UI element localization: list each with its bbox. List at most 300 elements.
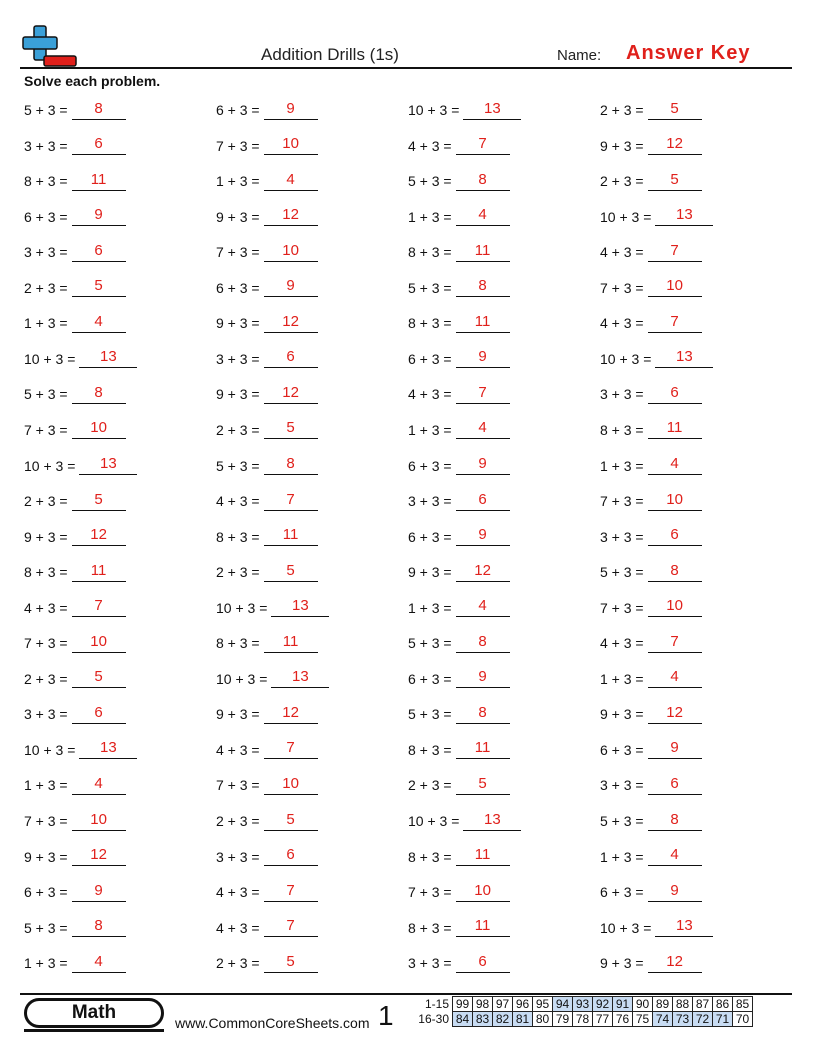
problem-expression: 1 + 3 = — [408, 599, 452, 616]
answer-blank: 9 — [264, 99, 318, 120]
answer-blank: 4 — [648, 454, 702, 475]
problem-expression: 8 + 3 = — [216, 528, 260, 545]
score-cell: 78 — [573, 1012, 593, 1027]
answer-blank: 6 — [648, 525, 702, 546]
problem-expression: 4 + 3 = — [24, 599, 68, 616]
score-cell: 75 — [633, 1012, 653, 1027]
answer-blank: 7 — [72, 596, 126, 617]
answer-blank: 12 — [264, 703, 318, 724]
problem-expression: 7 + 3 = — [216, 137, 260, 154]
problem-item — [216, 199, 318, 235]
problem-item — [600, 590, 702, 626]
problem-item — [216, 448, 318, 484]
problem-item — [600, 839, 702, 875]
problem-item — [600, 376, 702, 412]
problem-item — [600, 803, 702, 839]
score-cell: 87 — [693, 997, 713, 1012]
problem-expression: 8 + 3 = — [408, 919, 452, 936]
answer-blank: 10 — [72, 810, 126, 831]
problem-item — [216, 376, 318, 412]
problem-item — [408, 519, 510, 555]
problem-item — [24, 234, 126, 270]
problem-expression: 3 + 3 = — [408, 493, 452, 510]
problem-item — [600, 448, 702, 484]
problem-row — [0, 341, 816, 377]
problem-item — [408, 767, 510, 803]
answer-blank: 12 — [648, 134, 702, 155]
problem-expression: 7 + 3 = — [24, 813, 68, 829]
problem-item — [600, 92, 702, 128]
problem-expression: 7 + 3 = — [600, 279, 644, 296]
answer-blank: 9 — [456, 525, 510, 546]
answer-blank: 7 — [264, 738, 318, 759]
problem-item — [24, 128, 126, 164]
answer-blank: 4 — [72, 774, 126, 795]
problem-item — [24, 661, 126, 697]
problem-expression: 2 + 3 = — [600, 173, 644, 190]
problem-expression: 7 + 3 = — [600, 493, 644, 510]
problem-expression: 10 + 3 = — [600, 208, 652, 225]
problem-item — [600, 767, 702, 803]
problem-expression: 6 + 3 = — [216, 102, 260, 118]
answer-blank: 6 — [456, 490, 510, 511]
answer-blank: 9 — [456, 347, 510, 368]
problem-expression: 8 + 3 = — [408, 848, 452, 865]
problem-expression: 2 + 3 = — [24, 279, 68, 296]
answer-blank: 5 — [648, 170, 702, 191]
problem-expression: 3 + 3 = — [216, 848, 260, 865]
problem-expression: 6 + 3 = — [408, 528, 452, 545]
answer-blank: 6 — [648, 774, 702, 795]
problem-expression: 4 + 3 = — [408, 386, 452, 403]
answer-blank: 6 — [72, 134, 126, 155]
score-cell: 70 — [733, 1012, 753, 1027]
problem-expression: 2 + 3 = — [216, 955, 260, 972]
score-cell: 71 — [713, 1012, 733, 1027]
answer-blank: 10 — [456, 881, 510, 902]
answer-blank: 8 — [72, 916, 126, 937]
problem-row — [0, 199, 816, 235]
problem-item — [216, 163, 318, 199]
problem-expression: 4 + 3 = — [600, 244, 644, 261]
problem-expression: 6 + 3 = — [600, 741, 644, 758]
answer-blank: 11 — [648, 418, 702, 439]
answer-blank: 11 — [72, 170, 126, 191]
problem-item — [408, 376, 510, 412]
problem-expression: 6 + 3 = — [408, 350, 452, 367]
problem-expression: 5 + 3 = — [24, 919, 68, 936]
score-cell: 79 — [553, 1012, 573, 1027]
answer-blank: 8 — [648, 810, 702, 831]
score-cell: 97 — [493, 997, 513, 1012]
problem-expression: 10 + 3 = — [408, 102, 460, 118]
problem-item — [216, 519, 318, 555]
problem-row — [0, 305, 816, 341]
problem-item — [408, 412, 510, 448]
answer-blank: 6 — [264, 845, 318, 866]
problem-item — [216, 625, 318, 661]
answer-blank: 10 — [264, 774, 318, 795]
answer-blank: 7 — [648, 241, 702, 262]
problem-item — [408, 732, 510, 768]
problem-expression: 2 + 3 = — [408, 777, 452, 794]
problem-item — [24, 874, 126, 910]
score-row — [416, 997, 753, 1012]
problem-item — [408, 661, 510, 697]
score-cell: 99 — [453, 997, 473, 1012]
problem-item — [600, 305, 702, 341]
answer-blank: 12 — [264, 312, 318, 333]
problem-expression: 3 + 3 = — [600, 528, 644, 545]
score-cell: 81 — [513, 1012, 533, 1027]
problem-item — [24, 163, 126, 199]
problem-expression: 6 + 3 = — [408, 670, 452, 687]
answer-blank: 7 — [264, 916, 318, 937]
problem-item — [408, 554, 510, 590]
problem-item — [216, 839, 318, 875]
problem-expression: 2 + 3 = — [600, 102, 644, 118]
answer-blank: 5 — [264, 810, 318, 831]
answer-blank: 13 — [463, 810, 521, 831]
answer-blank: 11 — [264, 632, 318, 653]
answer-blank: 10 — [648, 596, 702, 617]
problem-item — [216, 945, 318, 981]
problem-expression: 6 + 3 = — [24, 208, 68, 225]
problem-expression: 3 + 3 = — [24, 706, 68, 723]
problem-expression: 4 + 3 = — [408, 137, 452, 154]
problem-expression: 6 + 3 = — [216, 279, 260, 296]
answer-blank: 11 — [72, 561, 126, 582]
problem-item — [600, 945, 702, 981]
problem-item — [600, 625, 702, 661]
problem-row — [0, 732, 816, 768]
answer-blank: 5 — [456, 774, 510, 795]
answer-blank: 8 — [72, 383, 126, 404]
problem-item — [600, 341, 713, 377]
problem-item — [408, 234, 510, 270]
answer-blank: 5 — [72, 490, 126, 511]
score-cell: 98 — [473, 997, 493, 1012]
answer-blank: 9 — [456, 667, 510, 688]
problem-item — [216, 412, 318, 448]
problem-row — [0, 128, 816, 164]
problem-expression: 3 + 3 = — [24, 137, 68, 154]
answer-blank: 4 — [648, 667, 702, 688]
answer-blank: 7 — [456, 134, 510, 155]
answer-blank: 8 — [264, 454, 318, 475]
score-cell: 88 — [673, 997, 693, 1012]
answer-blank: 9 — [264, 276, 318, 297]
problem-row — [0, 767, 816, 803]
answer-blank: 4 — [648, 845, 702, 866]
problem-item — [24, 767, 126, 803]
answer-blank: 5 — [264, 418, 318, 439]
problem-expression: 2 + 3 = — [216, 813, 260, 829]
score-cell: 96 — [513, 997, 533, 1012]
problem-item — [216, 92, 318, 128]
answer-blank: 7 — [456, 383, 510, 404]
problem-item — [408, 92, 521, 128]
answer-blank: 8 — [456, 170, 510, 191]
worksheet-title: Addition Drills (1s) — [261, 45, 399, 64]
problem-expression: 10 + 3 = — [24, 741, 76, 758]
answer-blank: 8 — [72, 99, 126, 120]
problem-item — [24, 803, 126, 839]
problem-expression: 6 + 3 = — [24, 884, 68, 901]
answer-blank: 13 — [655, 347, 713, 368]
answer-blank: 13 — [271, 667, 329, 688]
answer-blank: 13 — [79, 454, 137, 475]
problem-expression: 10 + 3 = — [216, 670, 268, 687]
score-cell: 90 — [633, 997, 653, 1012]
answer-blank: 11 — [456, 241, 510, 262]
subject-badge: Math — [24, 998, 164, 1028]
problem-expression: 9 + 3 = — [216, 315, 260, 332]
problem-item — [216, 696, 318, 732]
answer-blank: 11 — [456, 916, 510, 937]
problem-expression: 5 + 3 = — [600, 564, 644, 581]
answer-blank: 10 — [648, 276, 702, 297]
problem-item — [216, 803, 318, 839]
answer-blank: 9 — [72, 881, 126, 902]
problem-expression: 10 + 3 = — [216, 599, 268, 616]
problem-item — [408, 590, 510, 626]
problem-item — [600, 199, 713, 235]
score-cell: 77 — [593, 1012, 613, 1027]
answer-blank: 7 — [264, 490, 318, 511]
problem-expression: 5 + 3 = — [24, 386, 68, 403]
problem-item — [408, 874, 510, 910]
answer-blank: 4 — [456, 205, 510, 226]
problem-item — [24, 945, 126, 981]
page-number: 1 — [378, 1000, 394, 1031]
problem-expression: 3 + 3 = — [24, 244, 68, 261]
problem-row — [0, 163, 816, 199]
problem-item — [408, 625, 510, 661]
score-cell: 95 — [533, 997, 553, 1012]
footer-divider — [20, 993, 792, 995]
answer-blank: 6 — [72, 703, 126, 724]
problem-item — [24, 590, 126, 626]
problem-item — [408, 839, 510, 875]
problem-expression: 1 + 3 = — [600, 670, 644, 687]
problem-expression: 6 + 3 = — [600, 884, 644, 901]
problem-expression: 9 + 3 = — [24, 528, 68, 545]
answer-blank: 5 — [648, 99, 702, 120]
problem-expression: 1 + 3 = — [408, 421, 452, 438]
answer-blank: 12 — [264, 383, 318, 404]
problem-item — [408, 696, 510, 732]
answer-key-label: Answer Key — [626, 42, 751, 64]
problem-item — [408, 163, 510, 199]
score-table — [416, 996, 753, 1027]
problem-item — [216, 305, 318, 341]
problem-item — [24, 412, 126, 448]
problem-row — [0, 554, 816, 590]
problem-expression: 9 + 3 = — [216, 208, 260, 225]
problem-item — [216, 590, 329, 626]
problem-expression: 7 + 3 = — [600, 599, 644, 616]
problem-expression: 5 + 3 = — [216, 457, 260, 474]
problem-expression: 3 + 3 = — [600, 777, 644, 794]
answer-blank: 11 — [264, 525, 318, 546]
problem-expression: 3 + 3 = — [408, 955, 452, 972]
problem-expression: 4 + 3 = — [216, 493, 260, 510]
problem-item — [600, 554, 702, 590]
score-cell: 91 — [613, 997, 633, 1012]
answer-blank: 4 — [456, 596, 510, 617]
problem-item — [24, 483, 126, 519]
problem-expression: 5 + 3 = — [24, 102, 68, 118]
score-cell: 72 — [693, 1012, 713, 1027]
problem-item — [600, 732, 702, 768]
problem-item — [408, 128, 510, 164]
problem-row — [0, 625, 816, 661]
problem-row — [0, 519, 816, 555]
problem-item — [408, 199, 510, 235]
problem-item — [216, 732, 318, 768]
answer-blank: 7 — [648, 632, 702, 653]
problem-expression: 1 + 3 = — [600, 848, 644, 865]
problem-item — [24, 554, 126, 590]
problem-expression: 7 + 3 = — [408, 884, 452, 901]
subject-badge-underline — [24, 1029, 164, 1032]
problem-item — [24, 376, 126, 412]
score-row-label: 16-30 — [418, 1012, 449, 1026]
answer-blank: 6 — [72, 241, 126, 262]
problem-expression: 10 + 3 = — [408, 813, 460, 829]
problem-item — [216, 767, 318, 803]
problem-expression: 2 + 3 = — [24, 493, 68, 510]
answer-blank: 6 — [264, 347, 318, 368]
problem-item — [216, 554, 318, 590]
score-cell: 80 — [533, 1012, 553, 1027]
problem-expression: 10 + 3 = — [600, 919, 652, 936]
score-cell: 85 — [733, 997, 753, 1012]
problem-row — [0, 234, 816, 270]
problem-expression: 9 + 3 = — [600, 706, 644, 723]
problem-expression: 7 + 3 = — [24, 421, 68, 438]
answer-blank: 5 — [264, 561, 318, 582]
problem-row — [0, 412, 816, 448]
problem-expression: 10 + 3 = — [600, 350, 652, 367]
answer-blank: 10 — [72, 418, 126, 439]
problem-expression: 8 + 3 = — [24, 564, 68, 581]
answer-blank: 7 — [648, 312, 702, 333]
problem-expression: 1 + 3 = — [408, 208, 452, 225]
answer-blank: 10 — [72, 632, 126, 653]
problem-expression: 7 + 3 = — [216, 244, 260, 261]
problem-item — [600, 412, 702, 448]
problem-expression: 8 + 3 = — [408, 741, 452, 758]
problem-row — [0, 376, 816, 412]
answer-blank: 7 — [264, 881, 318, 902]
name-label: Name: — [557, 47, 602, 64]
problem-item — [24, 448, 137, 484]
problem-item — [24, 732, 137, 768]
answer-blank: 6 — [456, 952, 510, 973]
answer-blank: 11 — [456, 312, 510, 333]
answer-blank: 5 — [264, 952, 318, 973]
answer-blank: 13 — [463, 99, 521, 120]
problem-expression: 5 + 3 = — [600, 813, 644, 829]
problem-expression: 2 + 3 = — [216, 421, 260, 438]
instructions: Solve each problem. — [24, 73, 161, 89]
score-cell: 84 — [453, 1012, 473, 1027]
problem-expression: 8 + 3 = — [216, 635, 260, 652]
problem-item — [24, 625, 126, 661]
answer-blank: 13 — [655, 916, 713, 937]
problem-expression: 8 + 3 = — [600, 421, 644, 438]
problem-expression: 9 + 3 = — [24, 848, 68, 865]
problem-expression: 4 + 3 = — [600, 315, 644, 332]
score-cell: 74 — [653, 1012, 673, 1027]
answer-blank: 10 — [648, 490, 702, 511]
problem-expression: 4 + 3 = — [216, 741, 260, 758]
problem-expression: 8 + 3 = — [408, 244, 452, 261]
problem-expression: 1 + 3 = — [216, 173, 260, 190]
answer-blank: 5 — [72, 667, 126, 688]
problem-expression: 2 + 3 = — [216, 564, 260, 581]
problem-item — [408, 910, 510, 946]
problem-item — [216, 341, 318, 377]
problem-item — [408, 945, 510, 981]
problem-item — [600, 874, 702, 910]
problem-item — [600, 696, 702, 732]
problem-item — [216, 128, 318, 164]
problem-row — [0, 270, 816, 306]
answer-blank: 8 — [648, 561, 702, 582]
problem-expression: 4 + 3 = — [216, 884, 260, 901]
problem-row — [0, 92, 816, 128]
problem-row — [0, 483, 816, 519]
problem-item — [408, 803, 521, 839]
problem-item — [24, 839, 126, 875]
problem-item — [216, 874, 318, 910]
answer-blank: 11 — [456, 738, 510, 759]
problem-expression: 9 + 3 = — [216, 386, 260, 403]
problem-expression: 1 + 3 = — [24, 777, 68, 794]
problem-expression: 4 + 3 = — [600, 635, 644, 652]
problem-item — [216, 234, 318, 270]
score-cell: 93 — [573, 997, 593, 1012]
problem-expression: 4 + 3 = — [216, 919, 260, 936]
answer-blank: 12 — [648, 703, 702, 724]
header-divider — [20, 67, 792, 69]
problem-item — [408, 448, 510, 484]
answer-blank: 9 — [72, 205, 126, 226]
problem-expression: 9 + 3 = — [600, 955, 644, 972]
problem-expression: 3 + 3 = — [216, 350, 260, 367]
problem-expression: 5 + 3 = — [408, 635, 452, 652]
problem-expression: 1 + 3 = — [600, 457, 644, 474]
problem-item — [600, 910, 713, 946]
score-cell: 94 — [553, 997, 573, 1012]
answer-blank: 4 — [72, 312, 126, 333]
problem-expression: 8 + 3 = — [408, 315, 452, 332]
problem-row — [0, 448, 816, 484]
problem-item — [600, 661, 702, 697]
answer-blank: 12 — [72, 525, 126, 546]
problem-item — [24, 519, 126, 555]
answer-blank: 10 — [264, 241, 318, 262]
answer-blank: 13 — [271, 596, 329, 617]
problem-item — [600, 483, 702, 519]
answer-blank: 8 — [456, 703, 510, 724]
problem-item — [216, 483, 318, 519]
problem-row — [0, 803, 816, 839]
answer-blank: 6 — [648, 383, 702, 404]
